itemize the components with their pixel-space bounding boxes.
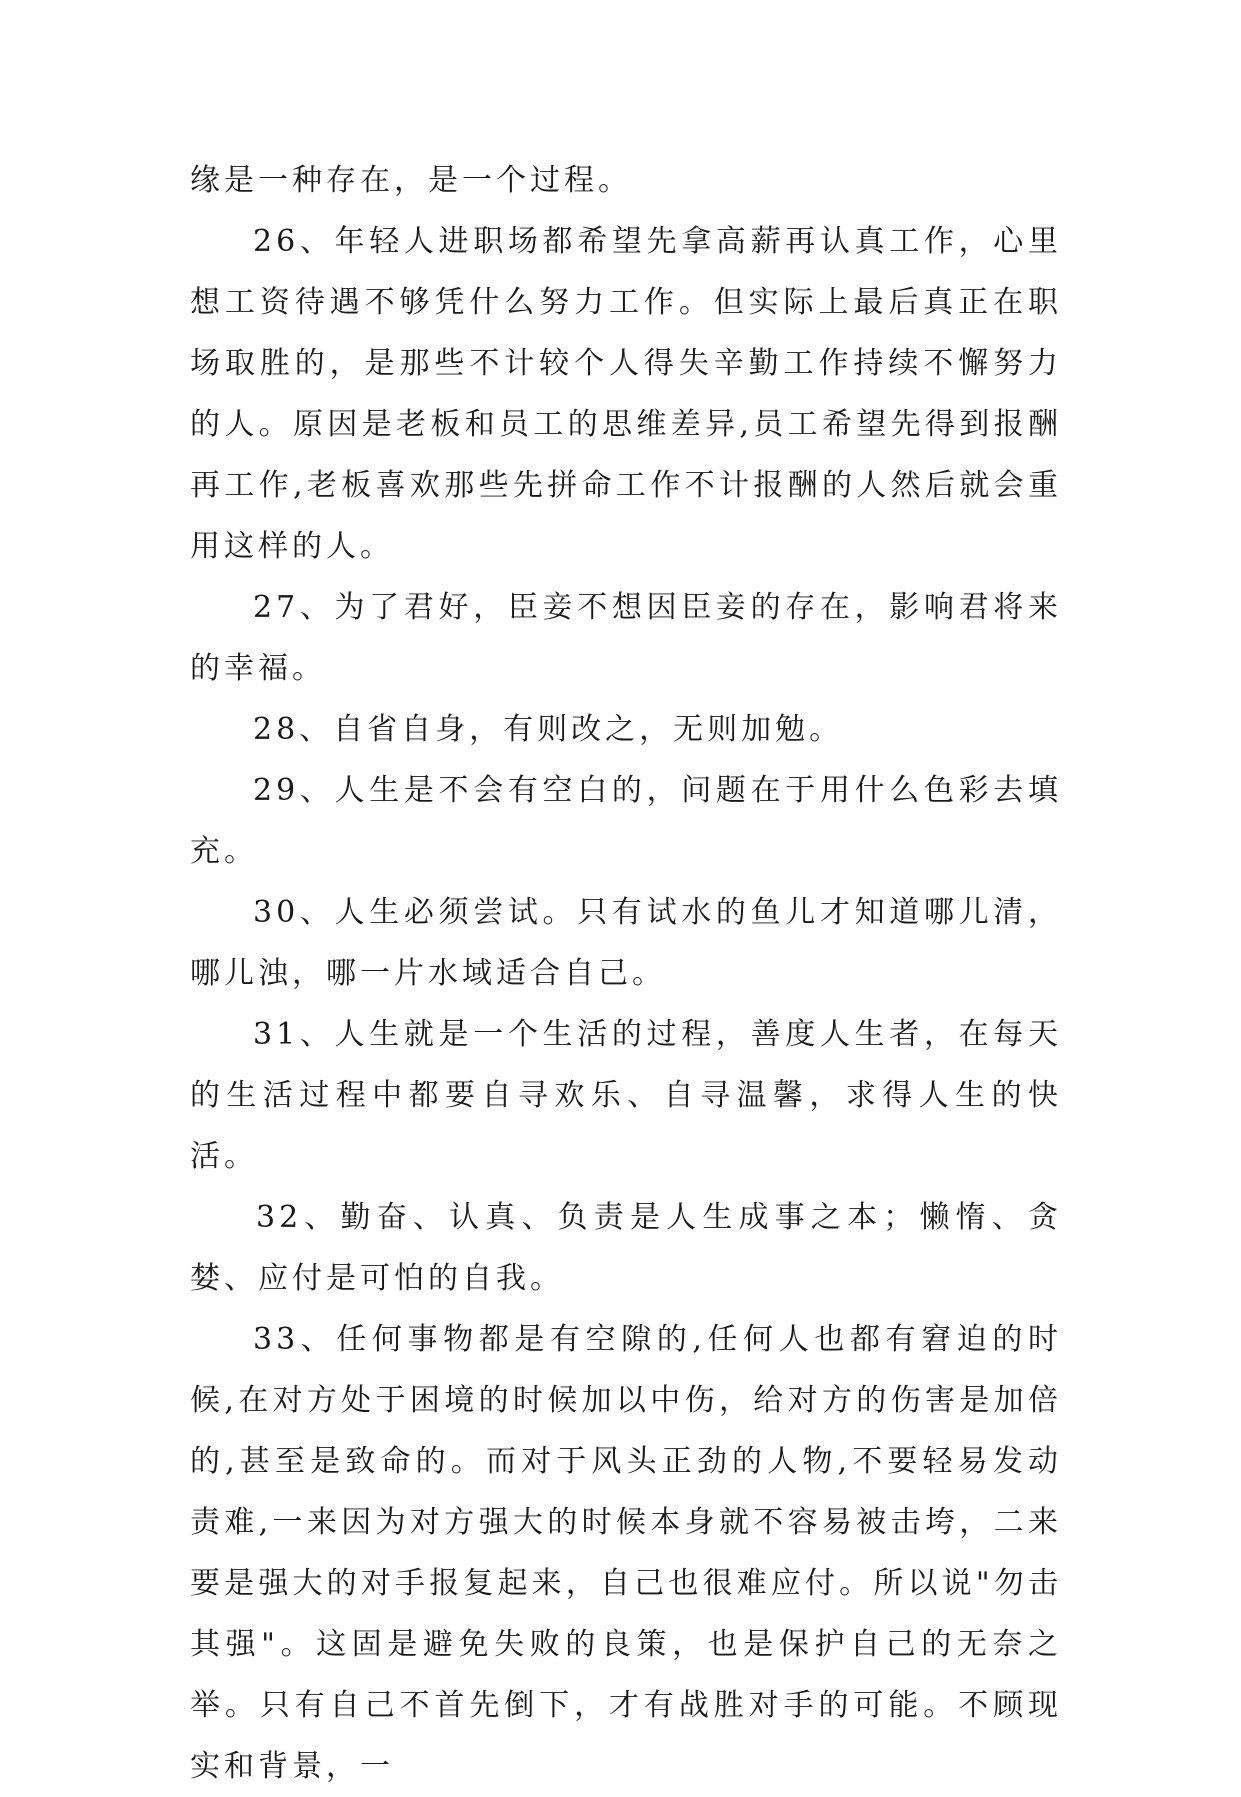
paragraph-continuation: 缘是一种存在，是一个过程。 [190, 163, 632, 198]
paragraph-27: 27、为了君好，臣妾不想因臣妾的存在，影响君将来的幸福。 [190, 590, 1062, 686]
paragraph-32: 32、勤奋、认真、负责是人生成事之本；懒惰、贪婪、应付是可怕的自我。 [190, 1200, 1062, 1296]
paragraph-28: 28、自省自身，有则改之，无则加勉。 [253, 712, 844, 747]
paragraph-31: 31、人生就是一个生活的过程，善度人生者，在每天的生活过程中都要自寻欢乐、自寻温馨，求得人生的快活。 [190, 1017, 1062, 1174]
paragraph-33: 33、任何事物都是有空隙的,任何人也都有窘迫的时候,在对方处于困境的时候加以中伤，给对方的伤害是加倍的,甚至是致命的。而对于风头正劲的人物,不要轻易发动责难,一来因为对方强大的时候本身就不容易被击垮，二来要是强大的对手报复起来，自己也很难应付。所以说"勿击其强"。这固是避免失败的良策，也是保护自己的无奈之举。只有自己不首先倒下，才有战胜对手的可能。不顾现实和背景，一 [190, 1322, 1062, 1784]
document-body [190, 150, 1062, 1797]
paragraph-30: 30、人生必须尝试。只有试水的鱼儿才知道哪儿清，哪儿浊，哪一片水域适合自己。 [190, 895, 1062, 991]
paragraph-26: 26、年轻人进职场都希望先拿高薪再认真工作，心里想工资待遇不够凭什么努力工作。但实际上最后真正在职场取胜的，是那些不计较个人得失辛勤工作持续不懈努力的人。原因是老板和员工的思维差异,员工希望先得到报酬再工作,老板喜欢那些先拼命工作不计报酬的人然后就会重用这样的人。 [190, 224, 1062, 564]
paragraph-29: 29、人生是不会有空白的，问题在于用什么色彩去填充。 [190, 773, 1062, 869]
